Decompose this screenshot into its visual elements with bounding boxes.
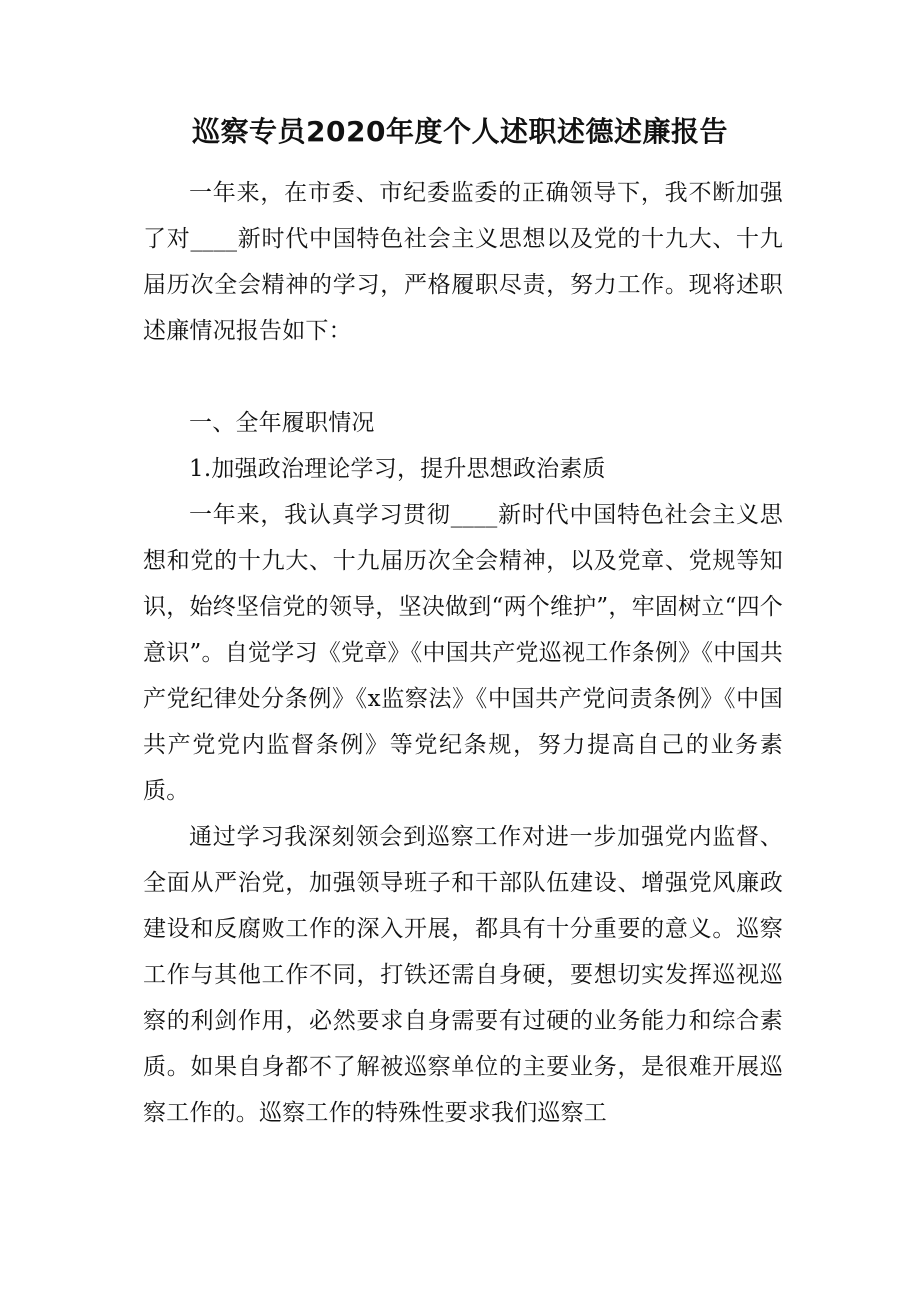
document-body: [143, 170, 783, 1136]
body-paragraph: 一年来，我认真学习贯彻____新时代中国特色社会主义思想和党的十九大、十九届历次全会精神，以及党章、党规等知识，始终坚信党的领导，坚决做到“两个维护”，牢固树立“四个意识”。自觉学习《党章》《中国共产党巡视工作条例》《中国共产党纪律处分条例》《x监察法》《中国共产党问责条例》《中国共产党党内监督条例》等党纪条规，努力提高自己的业务素质。: [143, 502, 783, 804]
subsection-heading: 1.加强政治理论学习，提升思想政治素质: [189, 456, 606, 482]
document-title: 巡察专员2020年度个人述职述德述廉报告: [192, 115, 728, 148]
section-heading: 一、全年履职情况: [189, 410, 375, 436]
intro-paragraph: 一年来，在市委、市纪委监委的正确领导下，我不断加强了对____新时代中国特色社会主义思想以及党的十九大、十九届历次全会精神的学习，严格履职尽责，努力工作。现将述职述廉情况报告如下：: [143, 180, 783, 344]
body-paragraph: 通过学习我深刻领会到巡察工作对进一步加强党内监督、全面从严治党，加强领导班子和干部队伍建设、增强党风廉政建设和反腐败工作的深入开展，都具有十分重要的意义。巡察工作与其他工作不同，打铁还需自身硬，要想切实发挥巡视巡察的利剑作用，必然要求自身需要有过硬的业务能力和综合素质。如果自身都不了解被巡察单位的主要业务，是很难开展巡察工作的。巡察工作的特殊性要求我们巡察工: [143, 824, 783, 1126]
